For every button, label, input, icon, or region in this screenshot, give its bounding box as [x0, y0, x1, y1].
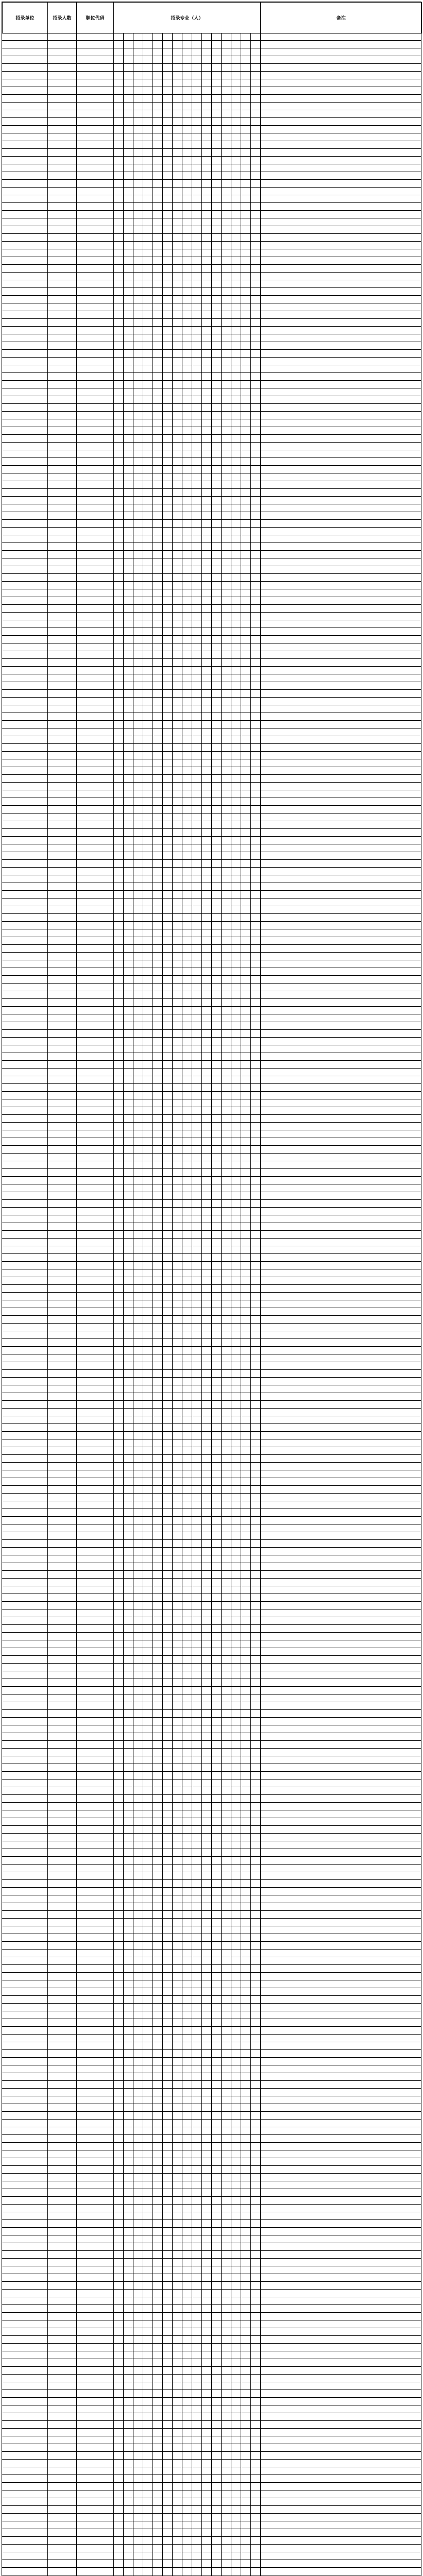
col-header-code: 职位代码 — [77, 3, 114, 33]
recruitment-table — [2, 2, 421, 2576]
col-header-majors: 招录专业（人） — [114, 3, 261, 33]
col-header-note: 备注 — [261, 3, 422, 33]
table-body — [2, 33, 421, 2576]
header-table — [2, 2, 422, 33]
col-header-unit: 招录单位 — [3, 3, 48, 33]
col-header-count: 招录人数 — [48, 3, 77, 33]
